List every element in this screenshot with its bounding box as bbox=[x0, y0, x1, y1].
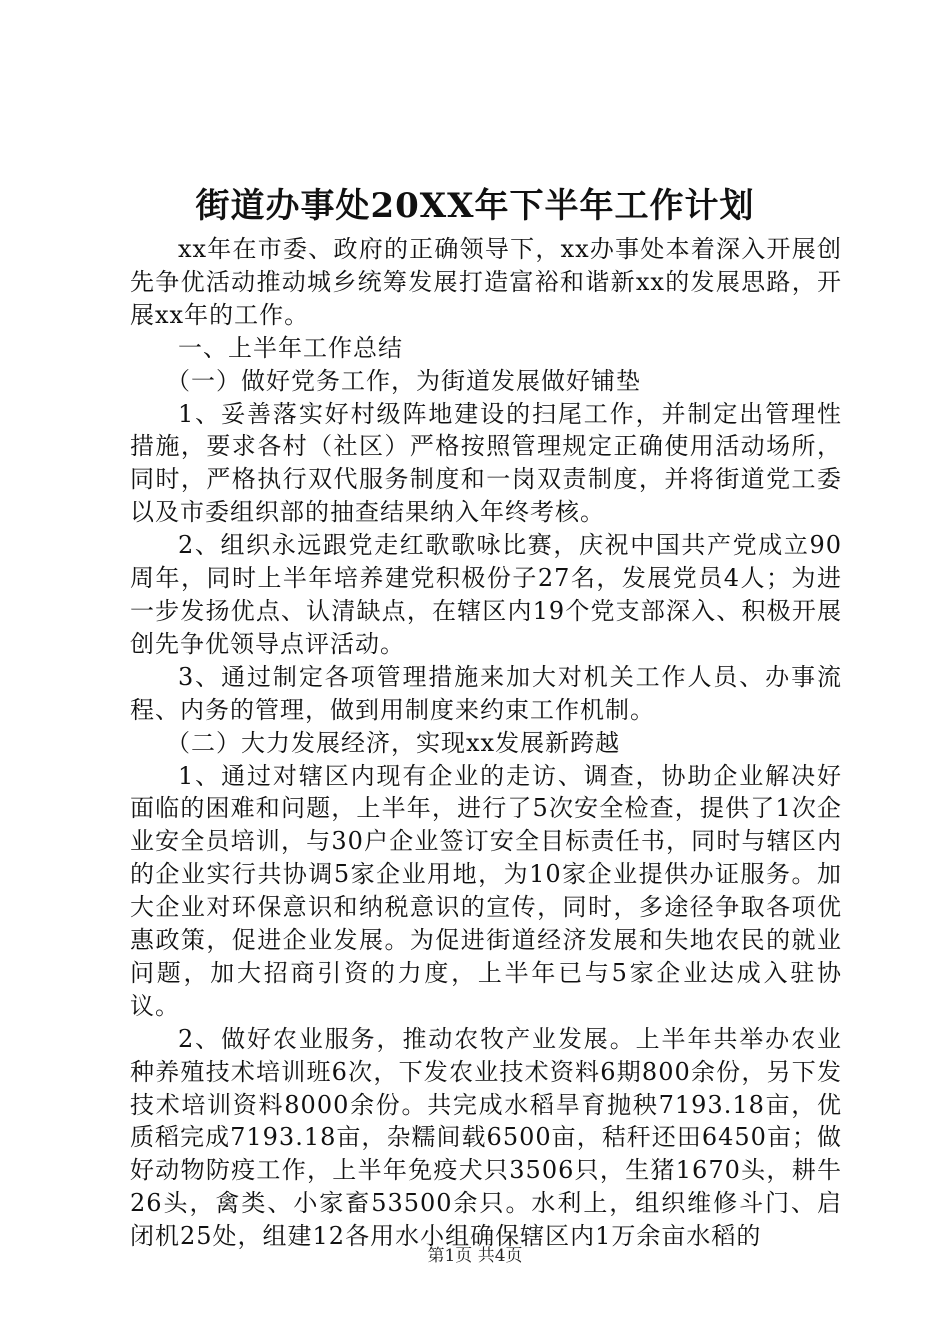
page-footer: 第1页 共4页 bbox=[427, 1246, 523, 1266]
subsection-heading-2: （二）大力发展经济，实现xx发展新跨越 bbox=[166, 728, 621, 757]
paragraph-economy-2: 2、做好农业服务，推动农牧产业发展。上半年共举办农业种养殖技术培训班6次，下发农业技术资料6期800余份，另下发技术培训资料8000余份。共完成水稻旱育抛秧7193.18亩，优质稻完成7193.18亩，杂糯间载6500亩，秸秆还田6450亩；做好动物防疫工作，上半年免疫犬只3506只，生猪1670头，耕牛26头，禽类、小家畜53500余只。水利上，组织维修斗门、启闭机25处，组建12各用水小组确保辖区内1万余亩水稻的 bbox=[130, 1024, 842, 1251]
paragraph-economy-1: 1、通过对辖区内现有企业的走访、调查，协助企业解决好面临的困难和问题，上半年，进行了5次安全检查，提供了1次企业安全员培训，与30户企业签订安全目标责任书，同时与辖区内的企业实行共协调5家企业用地，为10家企业提供办证服务。加大企业对环保意识和纳税意识的宣传，同时，多途径争取各项优惠政策，促进企业发展。为促进街道经济发展和失地农民的就业问题，加大招商引资的力度，上半年已与5家企业达成入驻协议。 bbox=[130, 761, 842, 1020]
document-title: 街道办事处20XX年下半年工作计划 bbox=[195, 186, 755, 226]
document-body bbox=[130, 233, 842, 1253]
intro-paragraph: xx年在市委、政府的正确领导下，xx办事处本着深入开展创先争优活动推动城乡统筹发展打造富裕和谐新xx的发展思路，开展xx年的工作。 bbox=[130, 235, 842, 329]
paragraph-party-1: 1、妥善落实好村级阵地建设的扫尾工作，并制定出管理性措施，要求各村（社区）严格按照管理规定正确使用活动场所，同时，严格执行双代服务制度和一岗双责制度，并将街道党工委以及市委组织部的抽查结果纳入年终考核。 bbox=[130, 399, 842, 527]
section-heading-1: 一、上半年工作总结 bbox=[178, 333, 403, 362]
paragraph-party-3: 3、通过制定各项管理措施来加大对机关工作人员、办事流程、内务的管理，做到用制度来约束工作机制。 bbox=[130, 662, 842, 724]
paragraph-party-2: 2、组织永远跟党走红歌歌咏比赛，庆祝中国共产党成立90周年，同时上半年培养建党积极份子27名，发展党员4人；为进一步发扬优点、认清缺点，在辖区内19个党支部深入、积极开展创先争优领导点评活动。 bbox=[130, 531, 842, 658]
subsection-heading-1: （一）做好党务工作，为街道发展做好铺垫 bbox=[166, 366, 641, 395]
